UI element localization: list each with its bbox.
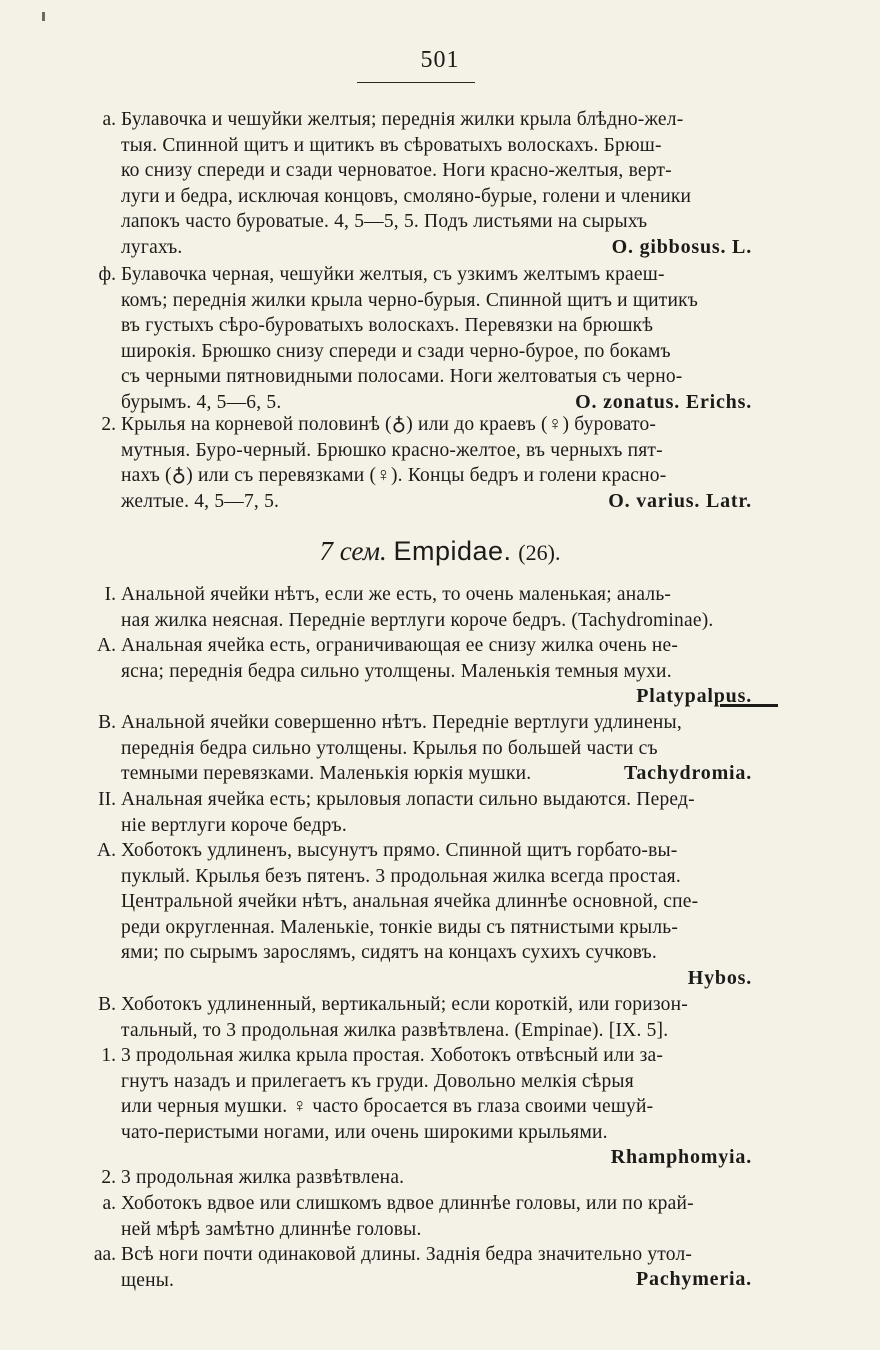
page-number-rule [357,82,475,83]
family-name: Empidae. [393,536,512,566]
entry-text [121,1043,778,1145]
text-line: Анальная ячейка есть; крыловыя лопасти сильно выдаются. Перед- [121,789,695,810]
taxon-name: O. gibbosus. L. [611,236,752,258]
text-line: Булавочка и чешуйки желтыя; переднія жилки крыла блѣдно-жел- [121,109,684,130]
entry-text [121,1165,778,1191]
text-line: Хоботокъ удлиненный, вертикальный; если короткій, или горизон- [121,994,688,1015]
text-line: 3 продольная жилка развѣтвлена. [121,1167,405,1188]
text-line: ко снизу спереди и сзади черноватое. Ноги красно-желтыя, верт- [121,160,672,182]
text-line: желтые. 4, 5—7, 5. [121,490,280,512]
text-line: пуклый. Крылья безъ пятенъ. 3 продольная жилка всегда простая. [121,865,681,887]
taxon-name: Tachydromia. [624,762,752,784]
text-line: Хоботокъ вдвое или слишкомъ вдвое длиннѣе головы, или по край- [121,1193,694,1214]
text-line: съ черными пятновидными полосами. Ноги желтоватыя съ черно- [121,366,683,388]
text-line: ная жилка неясная. Передніе вертлуги короче бедръ. (Tachydrominae). [121,609,714,631]
entry-mark: аа. [93,1244,116,1265]
text-line: Центральной ячейки нѣтъ, анальная ячейка длиннѣе основной, спе- [121,891,699,913]
text-line: Крылья на корневой половинѣ (♁) или до краевъ (♀) буровато- [121,414,657,435]
entry-mark: а. [102,109,116,130]
text-line: ніе вертлуги короче бедръ. [121,814,347,836]
text-line: Булавочка черная, чешуйки желтыя, съ узкимъ желтымъ краеш- [121,264,665,285]
text-line: Анальная ячейка есть, ограничивающая ее снизу жилка очень не- [121,635,679,656]
family-count: (26). [518,540,561,565]
entry-mark: В. [98,994,116,1015]
text-line: мутныя. Буро-черный. Брюшко красно-желтое, въ черныхъ пят- [121,439,663,461]
taxon-name: Hybos. [687,967,752,989]
text-line: ясна; переднія бедра сильно утолщены. Маленькія темныя мухи. [121,660,672,682]
entry-text [121,838,778,966]
entry-mark: А. [97,840,116,861]
text-line: Анальной ячейки нѣтъ, если же есть, то очень маленькая; аналь- [121,584,672,605]
text-line: лапокъ часто буроватые. 4, 5—5, 5. Подъ листьями на сырыхъ [121,211,648,233]
taxon-name: Pachymeria. [636,1268,752,1290]
text-line: тальный, то 3 продольная жилка развѣтвлена. (Empinae). [IX. 5]. [121,1019,669,1041]
text-line: чато-перистыми ногами, или очень широкими крыльями. [121,1121,608,1143]
entry-mark: 1. [101,1045,116,1066]
text-line: или черныя мушки. ♀ часто бросается въ глаза своими чешуй- [121,1096,654,1118]
taxon-name: Rhamphomyia. [610,1146,752,1168]
text-line: тыя. Спинной щитъ и щитикъ въ сѣроватыхъ волоскахъ. Брюш- [121,134,662,156]
taxon-name: O. zonatus. Erichs. [575,391,752,413]
entry-mark: В. [98,712,116,733]
text-line: Всѣ ноги почти одинаковой длины. Заднія бедра значительно утол- [121,1244,693,1265]
text-line: 3 продольная жилка крыла простая. Хоботокъ отвѣсный или за- [121,1045,664,1066]
text-line: реди округленная. Маленькіе, тонкіе виды съ пятнистыми крыль- [121,916,679,938]
entry-mark: ф. [98,264,116,285]
text-line: щены. [121,1269,175,1291]
page-number: 501 [420,47,460,73]
text-line: бурымъ. 4, 5—6, 5. [121,391,282,413]
taxon-name: Platypalpus. [636,685,752,707]
text-line: нахъ (♁) или съ перевязками (♀). Концы бедръ и голени красно- [121,465,667,487]
text-line: луги и бедра, исключая концовъ, смоляно-бурые, голени и членики [121,185,692,207]
text-line: гнутъ назадъ и прилегаетъ къ груди. Довольно мелкія сѣрыя [121,1070,634,1092]
entry-text [121,582,778,633]
text-line: ями; по сырымъ зарослямъ, сидятъ на концахъ сухихъ сучковъ. [121,942,657,964]
entry-text [121,1191,778,1242]
entry-mark: I. [104,584,116,605]
entry-mark: 2. [101,414,116,435]
text-line: комъ; переднія жилки крыла черно-бурыя. Спинной щитъ и щитикъ [121,289,699,311]
entry-text [121,633,778,684]
text-line: ней мѣрѣ замѣтно длиннѣе головы. [121,1218,422,1240]
text-line: темными перевязками. Маленькія юркія мушки. [121,763,532,785]
entry-mark: II. [98,789,116,810]
text-line: Хоботокъ удлиненъ, высунутъ прямо. Спинной щитъ горбато-вы- [121,840,678,861]
margin-speck [42,12,45,21]
text-line: переднія бедра сильно утолщены. Крылья по большей части съ [121,737,658,759]
text-line: широкія. Брюшко снизу спереди и сзади черно-бурое, по бокамъ [121,340,671,362]
entry-text [121,992,778,1043]
entry-text [121,787,778,838]
underline-mark [720,704,778,707]
taxon-name: O. varius. Latr. [608,490,752,512]
text-line: Анальной ячейки совершенно нѣтъ. Передніе вертлуги удлинены, [121,712,682,733]
family-prefix: 7 сем. [319,536,387,566]
entry-mark: А. [97,635,116,656]
entry-mark: 2. [101,1167,116,1188]
text-line: лугахъ. [121,236,183,258]
entry-mark: а. [102,1193,116,1214]
family-heading [0,536,880,567]
text-line: въ густыхъ сѣро-буроватыхъ волоскахъ. Перевязки на брюшкѣ [121,315,654,337]
